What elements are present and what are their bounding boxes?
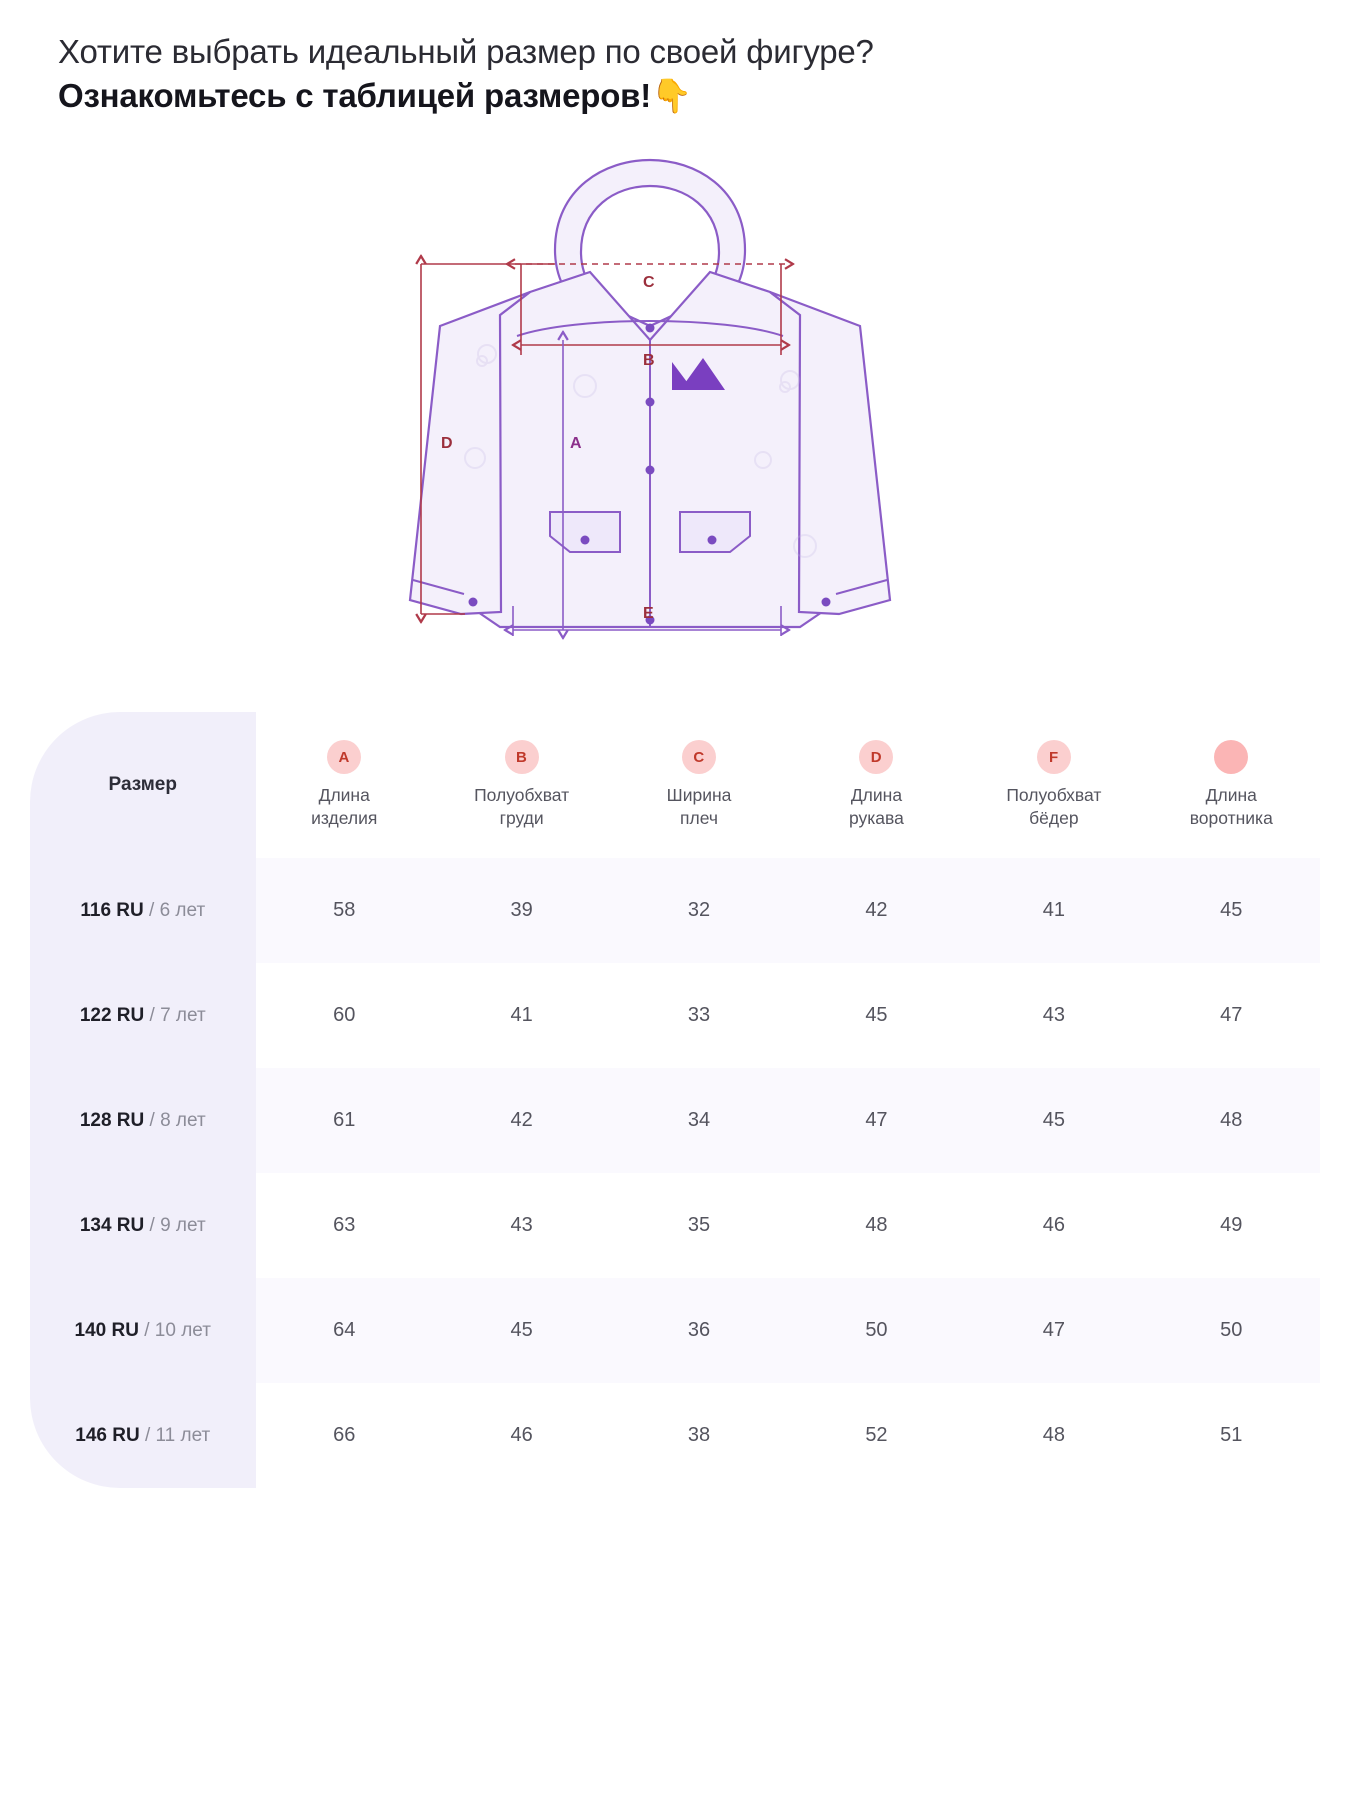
header-label-d-line2: рукава <box>848 808 904 828</box>
size-table-header <box>30 712 1320 858</box>
letter-badge-b: B <box>505 740 539 774</box>
header-label-collar-line2: воротника <box>1189 808 1273 828</box>
cell-5-collar: 51 <box>1143 1383 1320 1488</box>
cell-0-d: 42 <box>788 858 965 963</box>
letter-badge-c: C <box>682 740 716 774</box>
cell-5-f: 48 <box>965 1383 1142 1488</box>
size-table-wrapper <box>0 712 1350 1488</box>
cell-1-a: 60 <box>256 963 433 1068</box>
row-size-age-2: / 8 лет <box>149 1109 206 1131</box>
header-label-b-line2: груди <box>499 808 544 828</box>
header-label-f-line2: бёдер <box>1029 808 1079 828</box>
cell-5-d: 52 <box>788 1383 965 1488</box>
letter-badge-blank <box>1214 740 1248 774</box>
page-title-line-2 <box>58 74 1280 118</box>
header-size: Размер <box>30 712 256 858</box>
row-size-ru-3: 134 RU <box>79 1214 145 1236</box>
row-size-age-0: / 6 лет <box>149 899 206 921</box>
size-table-body <box>30 858 1320 1488</box>
row-size-ru-4: 140 RU <box>74 1319 139 1341</box>
row-size-ru-2: 128 RU <box>79 1109 145 1131</box>
jacket-diagram <box>0 140 1350 700</box>
header-label-a <box>256 784 433 830</box>
cell-4-b: 45 <box>433 1278 610 1383</box>
table-row <box>30 963 1320 1068</box>
table-row <box>30 1068 1320 1173</box>
letter-C: C <box>643 274 655 291</box>
cell-2-a: 61 <box>256 1068 433 1173</box>
cell-4-collar: 50 <box>1143 1278 1320 1383</box>
cell-2-f: 45 <box>965 1068 1142 1173</box>
cell-4-f: 47 <box>965 1278 1142 1383</box>
cell-0-b: 39 <box>433 858 610 963</box>
cell-3-b: 43 <box>433 1173 610 1278</box>
header-label-c <box>610 784 787 830</box>
row-size-age-4: / 10 лет <box>144 1319 211 1341</box>
letter-badge-a: A <box>327 740 361 774</box>
row-size-ru-0: 116 RU <box>80 899 144 921</box>
row-size-age-3: / 9 лет <box>149 1214 206 1236</box>
letter-badge-d: D <box>859 740 893 774</box>
size-table <box>30 712 1320 1488</box>
header-label-collar <box>1143 784 1320 830</box>
cell-0-c: 32 <box>610 858 787 963</box>
row-size-4 <box>30 1278 256 1383</box>
cell-0-a: 58 <box>256 858 433 963</box>
header-label-a-line2: изделия <box>311 808 378 828</box>
table-row <box>30 858 1320 963</box>
row-size-2 <box>30 1068 256 1173</box>
header-label-b-line1: Полуобхват <box>474 785 570 805</box>
table-row <box>30 1278 1320 1383</box>
cell-1-f: 43 <box>965 963 1142 1068</box>
cell-1-d: 45 <box>788 963 965 1068</box>
cell-1-b: 41 <box>433 963 610 1068</box>
row-size-age-1: / 7 лет <box>149 1004 206 1026</box>
header-label-d <box>788 784 965 830</box>
header-label-collar-line1: Длина <box>1205 785 1257 805</box>
page-title-line-2-text: Ознакомьтесь с таблицей размеров! <box>58 77 652 114</box>
letter-A: A <box>570 435 582 452</box>
page-title <box>0 0 1280 118</box>
row-size-0 <box>30 858 256 963</box>
header-column-b <box>433 712 610 858</box>
cell-5-b: 46 <box>433 1383 610 1488</box>
header-label-c-line1: Ширина <box>666 785 732 805</box>
header-label-f-line1: Полуобхват <box>1006 785 1102 805</box>
cell-1-collar: 47 <box>1143 963 1320 1068</box>
cell-2-collar: 48 <box>1143 1068 1320 1173</box>
table-row <box>30 1173 1320 1278</box>
pointing-down-icon: 👇 <box>651 77 692 114</box>
letter-E: E <box>643 605 654 622</box>
header-column-collar <box>1143 712 1320 858</box>
cell-2-d: 47 <box>788 1068 965 1173</box>
row-size-ru-1: 122 RU <box>79 1004 145 1026</box>
row-size-3 <box>30 1173 256 1278</box>
letter-D: D <box>441 435 453 452</box>
cell-3-f: 46 <box>965 1173 1142 1278</box>
cell-3-a: 63 <box>256 1173 433 1278</box>
row-size-ru-5: 146 RU <box>75 1424 140 1446</box>
header-label-b <box>433 784 610 830</box>
row-size-5 <box>30 1383 256 1488</box>
cell-2-b: 42 <box>433 1068 610 1173</box>
cell-5-c: 38 <box>610 1383 787 1488</box>
header-label-d-line1: Длина <box>850 785 903 805</box>
cell-0-f: 41 <box>965 858 1142 963</box>
header-label-a-line1: Длина <box>318 785 370 805</box>
header-column-f <box>965 712 1142 858</box>
cell-5-a: 66 <box>256 1383 433 1488</box>
table-row <box>30 1383 1320 1488</box>
cell-3-c: 35 <box>610 1173 787 1278</box>
header-label-f <box>965 784 1142 830</box>
cell-4-a: 64 <box>256 1278 433 1383</box>
cell-0-collar: 45 <box>1143 858 1320 963</box>
header-label-c-line2: плеч <box>680 808 719 828</box>
cell-1-c: 33 <box>610 963 787 1068</box>
cell-4-d: 50 <box>788 1278 965 1383</box>
page-title-line-1: Хотите выбрать идеальный размер по своей фигуре? <box>58 33 874 70</box>
row-size-age-5: / 11 лет <box>144 1424 211 1446</box>
cell-4-c: 36 <box>610 1278 787 1383</box>
row-size-1 <box>30 963 256 1068</box>
header-column-c <box>610 712 787 858</box>
letter-badge-f: F <box>1037 740 1071 774</box>
header-column-d <box>788 712 965 858</box>
jacket-diagram-svg <box>225 140 1125 700</box>
letter-B: B <box>643 352 655 369</box>
cell-3-d: 48 <box>788 1173 965 1278</box>
cell-3-collar: 49 <box>1143 1173 1320 1278</box>
jacket-illustration <box>410 160 890 627</box>
cell-2-c: 34 <box>610 1068 787 1173</box>
header-column-a <box>256 712 433 858</box>
